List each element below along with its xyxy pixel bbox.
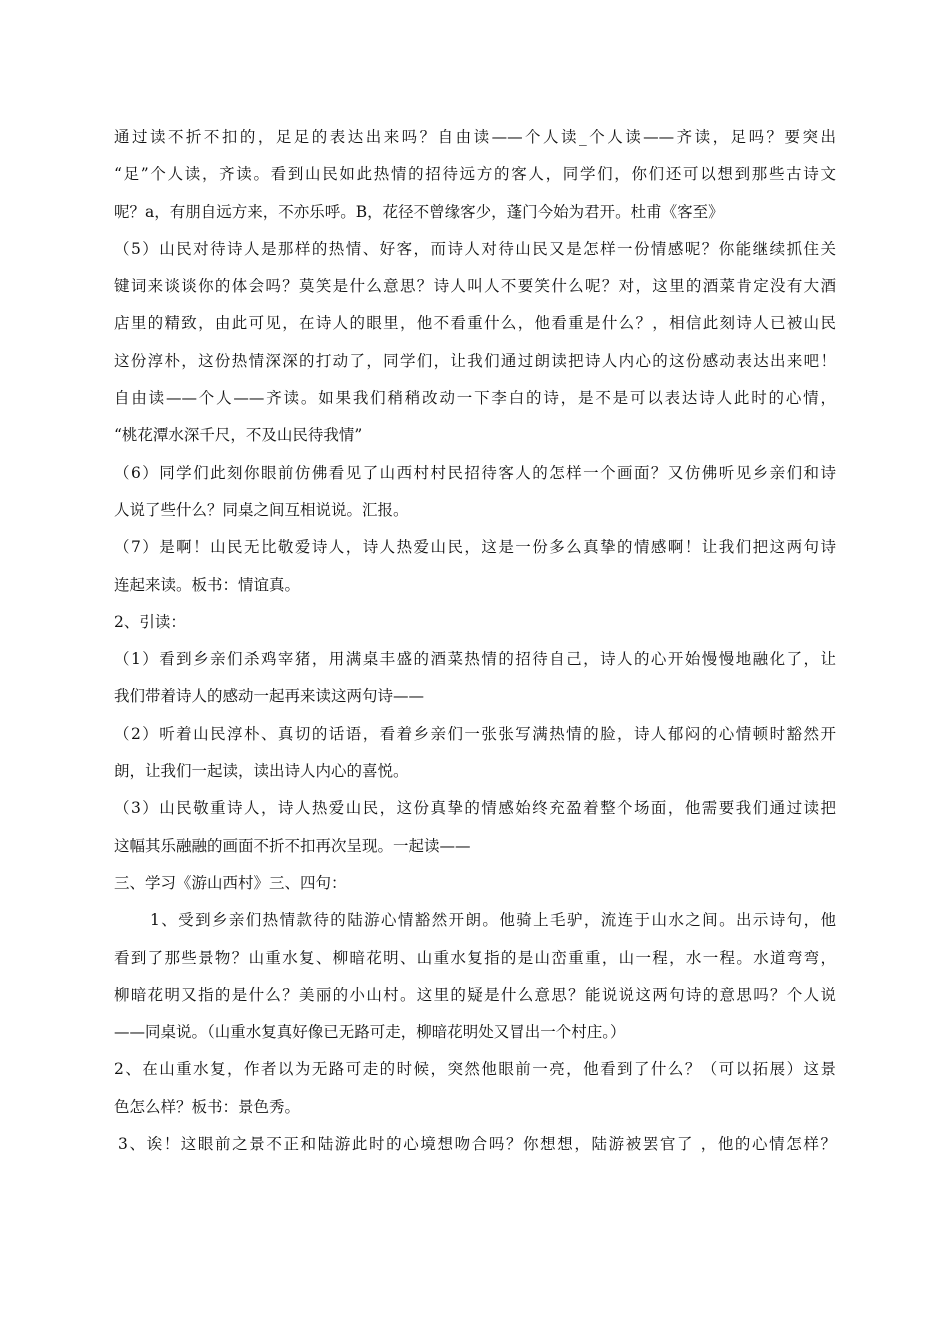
section-heading: 2、引读：	[114, 612, 186, 631]
paragraph-line: 呢？a，有朋自远方来，不亦乐呼。B，花径不曾缘客少，蓬门今始为君开。杜甫《客至》	[114, 202, 724, 221]
paragraph-line: 色怎么样？板书：景色秀。	[114, 1097, 301, 1116]
paragraph-line: （7）是啊！山民无比敬爱诗人，诗人热爱山民，这是一份多么真挚的情感啊！让我们把这两句诗	[114, 538, 836, 557]
paragraph-line: 店里的精致，由此可见，在诗人的眼里，他不看重什么，他看重是什么？，相信此刻诗人已被山民	[114, 314, 836, 333]
paragraph-line: 这幅其乐融融的画面不折不扣再次呈现。一起读——	[114, 836, 471, 855]
paragraph-line: 1、受到乡亲们热情款待的陆游心情豁然开朗。他骑上毛驴，流连于山水之间。出示诗句，他	[150, 911, 836, 930]
paragraph-line: 看到了那些景物？山重水复、柳暗花明、山重水复指的是山峦重重，山一程，水一程。水道弯弯，	[114, 948, 836, 967]
paragraph-line: “足”个人读，齐读。看到山民如此热情的招待远方的客人，同学们，你们还可以想到那些古诗文	[114, 165, 836, 184]
paragraph-line: 这份淳朴，这份热情深深的打动了，同学们，让我们通过朗读把诗人内心的这份感动表达出来吧！	[114, 351, 836, 370]
paragraph-line: （5）山民对待诗人是那样的热情、好客，而诗人对待山民又是怎样一份情感呢？你能继续抓住关	[114, 239, 836, 258]
paragraph-line: 自由读——个人——齐读。如果我们稍稍改动一下李白的诗，是不是可以表达诗人此时的心情，	[114, 389, 836, 408]
paragraph-line: 连起来读。板书：情谊真。	[114, 575, 301, 594]
paragraph-line: “桃花潭水深千尺，不及山民待我情”	[114, 426, 363, 445]
paragraph-line: 人说了些什么？同桌之间互相说说。汇报。	[114, 500, 409, 519]
paragraph-line: 柳暗花明又指的是什么？美丽的小山村。这里的疑是什么意思？能说说这两句诗的意思吗？个人说	[114, 985, 836, 1004]
paragraph-line: （1）看到乡亲们杀鸡宰猪，用满桌丰盛的酒菜热情的招待自己，诗人的心开始慢慢地融化了，让	[114, 650, 836, 669]
paragraph-line: 键词来谈谈你的体会吗？莫笑是什么意思？诗人叫人不要笑什么呢？对，这里的酒菜肯定没有大酒	[114, 277, 836, 296]
paragraph-line: ——同桌说。（山重水复真好像已无路可走，柳暗花明处又冒出一个村庄。）	[114, 1023, 626, 1042]
paragraph-line: 2、在山重水复，作者以为无路可走的时候，突然他眼前一亮，他看到了什么？（可以拓展）这景	[114, 1060, 836, 1079]
paragraph-line: 朗，让我们一起读，读出诗人内心的喜悦。	[114, 762, 409, 781]
document-body	[114, 119, 836, 1163]
paragraph-line: 我们带着诗人的感动一起再来读这两句诗——	[114, 687, 425, 706]
paragraph-line: 通过读不折不扣的，足足的表达出来吗？自由读——个人读_个人读——齐读，足吗？要突出	[114, 128, 836, 146]
paragraph-line: （6）同学们此刻你眼前仿佛看见了山西村村民招待客人的怎样一个画面？又仿佛听见乡亲们和诗	[114, 463, 836, 482]
paragraph-line: （2）听着山民淳朴、真切的话语，看着乡亲们一张张写满热情的脸，诗人郁闷的心情顿时豁然开	[114, 724, 836, 743]
paragraph-line: 3、诶！这眼前之景不正和陆游此时的心境想吻合吗？你想想，陆游被罢官了 ，他的心情怎样？	[118, 1135, 836, 1154]
paragraph-line: （3）山民敬重诗人，诗人热爱山民，这份真挚的情感始终充盈着整个场面，他需要我们通过读把	[114, 799, 836, 818]
section-heading: 三、学习《游山西村》三、四句：	[114, 873, 347, 892]
